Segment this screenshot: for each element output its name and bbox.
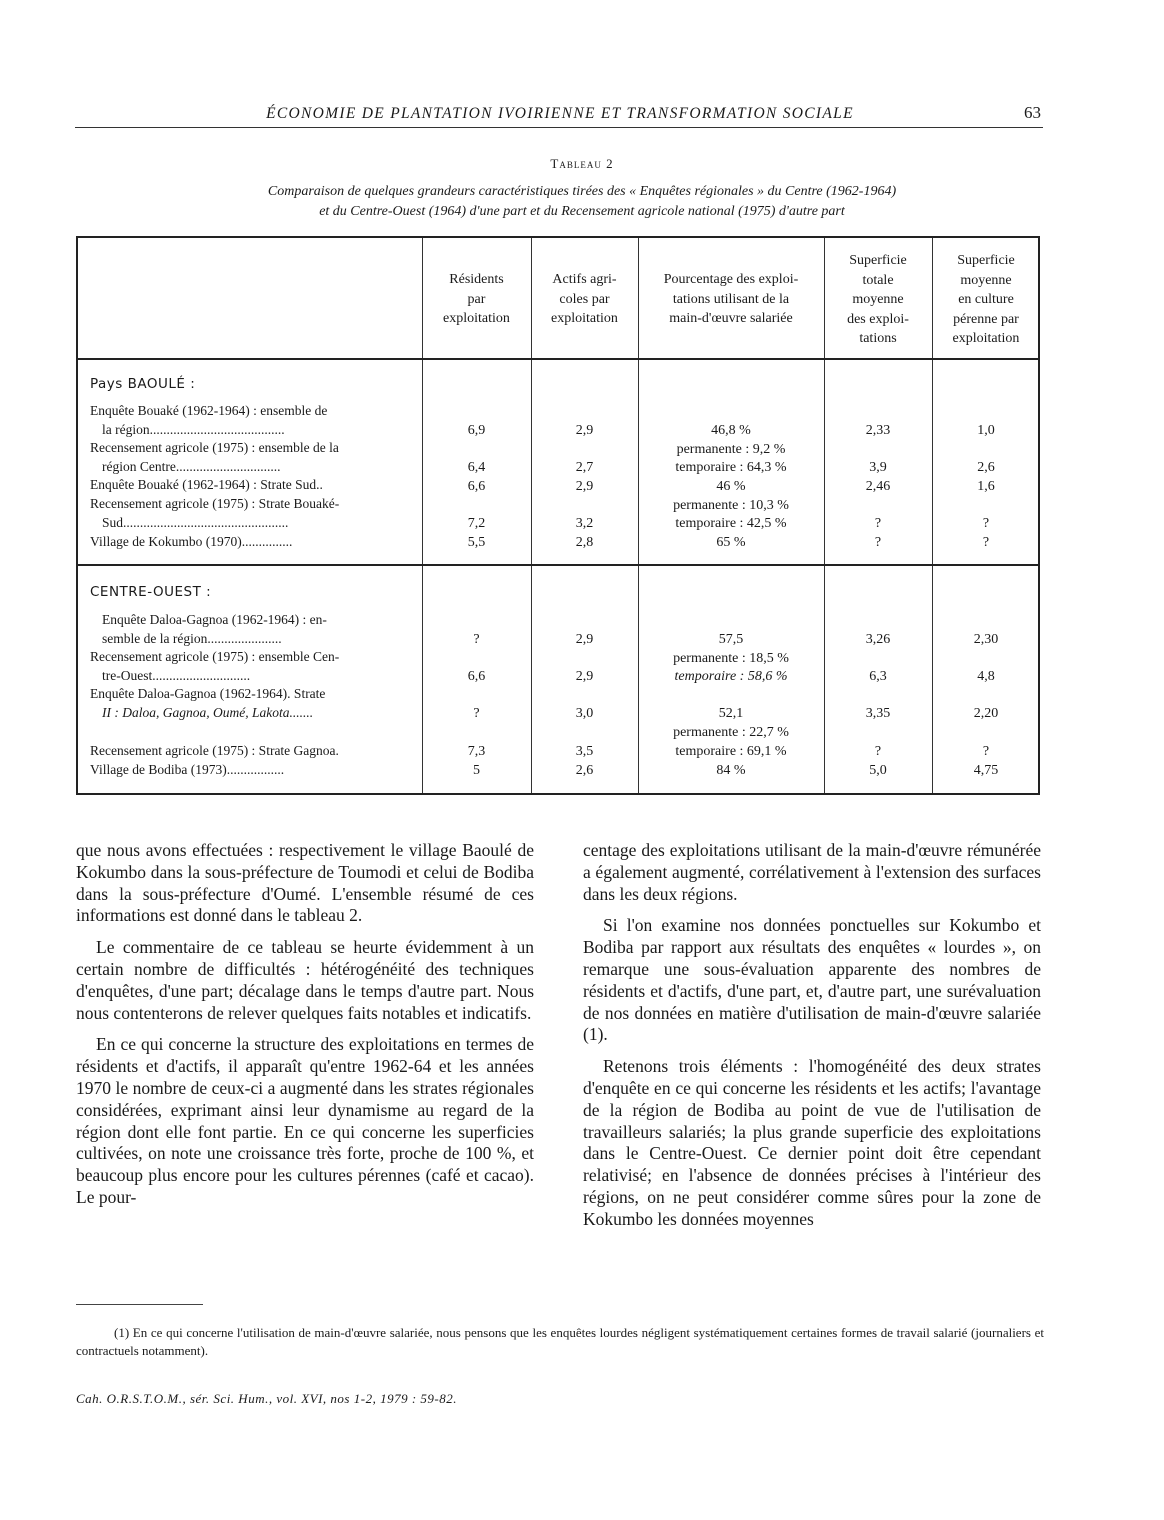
header-line: moyenne	[960, 272, 1012, 288]
row-label-line: Enquête Bouaké (1962-1964) : Strate Sud..	[90, 477, 323, 492]
paragraph: centage des exploitations utilisant de la main-d'œuvre rémunérée a également augmenté, corrélativement à l'extension des surfaces dans les deux régions.	[583, 840, 1041, 904]
column-header-residents	[422, 270, 531, 329]
cell-actifs: 2,6	[575, 763, 594, 778]
running-header	[75, 103, 1043, 128]
row-label	[90, 439, 420, 476]
cell-superficie-perenne: 4,75	[973, 763, 999, 778]
header-rule	[78, 358, 1038, 360]
body-column-left	[76, 840, 534, 1219]
cell-residents: 7,2	[467, 516, 486, 531]
cell-residents: ?	[473, 706, 480, 721]
cell-superficie-totale: 3,26	[865, 632, 891, 647]
cell-superficie-totale: ?	[874, 516, 882, 531]
row-label-line: Enquête Daloa-Gagnoa (1962-1964). Strate	[90, 686, 326, 701]
header-line: Superficie	[957, 253, 1015, 268]
row-label-line: Enquête Bouaké (1962-1964) : ensemble de	[90, 403, 328, 418]
header-line: totale	[862, 272, 894, 288]
paragraph: Retenons trois éléments : l'homogénéité des deux strates d'enquête en ce qui concerne les résidents et les actifs; l'avantage de la région de Bodiba au point de vue de l'utilisation de travailleurs salariés; la plus grande superficie des exploitations dans le Centre-Ouest. Ce dernier point doit être cependant relativisé; en l'absence de données précises à l'intérieur des régions, on ne peut considérer comme sûres pour la zone de Kokumbo les données moyennes	[583, 1056, 1041, 1229]
cell-residents: 5	[473, 763, 480, 778]
row-label-line: Sud.................................................	[102, 514, 289, 530]
header-line: exploitation	[443, 311, 510, 326]
row-label	[90, 402, 420, 439]
cell-actifs: 2,9	[575, 423, 594, 438]
header-line: tations	[859, 331, 897, 346]
row-label-line: Recensement agricole (1975) : ensemble de la	[90, 440, 339, 455]
cell-pourcentage: temporaire : 69,1 %	[675, 744, 787, 759]
header-line: main-d'œuvre salariée	[669, 311, 793, 326]
cell-superficie-totale: 3,9	[869, 460, 887, 475]
cell-superficie-totale: 6,3	[869, 669, 887, 684]
header-line: Actifs agri-	[552, 272, 617, 287]
row-label	[90, 611, 420, 648]
row-label-line: Enquête Daloa-Gagnoa (1962-1964) : en-	[102, 612, 327, 627]
column-header-pourcentage	[638, 270, 824, 329]
cell-superficie-totale: 3,35	[865, 706, 891, 721]
cell-superficie-perenne: 1,0	[977, 423, 995, 438]
cell-residents: 6,6	[467, 669, 486, 684]
cell-superficie-totale: ?	[874, 535, 882, 550]
row-label-line: région Centre...............................	[102, 458, 281, 474]
cell-actifs: 3,2	[575, 516, 594, 531]
header-line: exploitation	[551, 311, 618, 326]
cell-pourcentage: 46 %	[716, 479, 746, 494]
paragraph: que nous avons effectuées : respectivement le village Baoulé de Kokumbo dans la sous-préfecture de Toumodi et celui de Bodiba dans la sous-préfecture d'Oumé. L'ensemble résumé de ces informations est donné dans le tableau 2.	[76, 840, 534, 926]
cell-residents: ?	[473, 632, 480, 647]
cell-residents: 6,6	[467, 479, 486, 494]
cell-actifs: 2,9	[575, 669, 594, 684]
cell-pourcentage: 52,1	[718, 706, 744, 721]
section-title-baoule: Pays BAOULÉ :	[90, 376, 196, 392]
column-header-superficie-totale	[824, 251, 932, 349]
cell-superficie-totale: 2,33	[865, 423, 891, 438]
header-line: moyenne	[852, 292, 904, 307]
header-line: des exploi-	[847, 311, 909, 327]
body-column-right	[583, 840, 1041, 1241]
header-line: exploitation	[952, 331, 1020, 346]
table-label: Tableau 2	[550, 156, 614, 171]
footnote-rule	[76, 1304, 203, 1305]
cell-pourcentage: 84 %	[716, 763, 746, 778]
row-label	[90, 685, 420, 722]
cell-actifs: 3,5	[575, 744, 594, 759]
journal-citation: Cah. O.R.S.T.O.M., sér. Sci. Hum., vol. XVI, nos 1-2, 1979 : 59-82.	[76, 1391, 457, 1406]
row-label	[90, 495, 420, 532]
row-label	[90, 742, 420, 761]
cell-pourcentage: permanente : 22,7 %	[673, 725, 789, 740]
row-label-line: II : Daloa, Gagnoa, Oumé, Lakota.......	[102, 704, 314, 720]
column-header-actifs	[531, 270, 638, 329]
comparison-table	[76, 236, 1040, 795]
cell-pourcentage: temporaire : 58,6 %	[674, 669, 788, 684]
cell-superficie-perenne: 2,30	[973, 632, 999, 647]
cell-actifs: 3,0	[575, 706, 594, 721]
row-label-line: Village de Kokumbo (1970)...............	[90, 534, 293, 549]
cell-actifs: 2,9	[575, 479, 594, 494]
row-label-line: la région........................................	[102, 421, 285, 437]
section-rule	[78, 564, 1038, 566]
row-label	[90, 533, 420, 552]
row-label-line: Recensement agricole (1975) : ensemble Cen-	[90, 649, 340, 664]
table-caption	[100, 182, 1064, 222]
cell-residents: 6,9	[467, 423, 486, 438]
running-title: ÉCONOMIE DE PLANTATION IVOIRIENNE ET TRANSFORMATION SOCIALE	[266, 105, 854, 122]
section-title-centre-ouest: CENTRE-OUEST :	[90, 584, 212, 600]
header-line: Superficie	[849, 253, 907, 268]
cell-superficie-perenne: ?	[982, 744, 990, 759]
row-label	[90, 476, 420, 495]
table-caption-line-1: Comparaison de quelques grandeurs caractéristiques tirées des « Enquêtes régionales » du Centre (1962-1964)	[267, 184, 897, 199]
header-line: en culture	[958, 292, 1014, 307]
cell-pourcentage: permanente : 18,5 %	[673, 651, 789, 666]
row-label	[90, 761, 420, 780]
cell-superficie-perenne: 1,6	[977, 479, 995, 494]
cell-residents: 5,5	[467, 535, 486, 550]
cell-superficie-perenne: ?	[982, 535, 990, 550]
footnote: (1) En ce qui concerne l'utilisation de main-d'œuvre salariée, nous pensons que les enquêtes lourdes négligent systématiquement certaines formes de travail salarié (journaliers et contractuels notamment).	[76, 1325, 1044, 1358]
header-line: coles par	[559, 291, 610, 307]
row-label	[90, 648, 420, 685]
cell-pourcentage: 57,5	[718, 632, 744, 647]
paragraph: En ce qui concerne la structure des exploitations en termes de résidents et d'actifs, il apparaît qu'entre 1962-64 et les années 1970 le nombre de ceux-ci a augmenté dans les strates régionales considérées, exprimant ainsi leur dynamisme au regard de la région dont elle font partie. En ce qui concerne les superficies cultivées, on note une croissance très forte, proche de 100 %, et beaucoup plus encore pour les cultures pérennes (café et cacao). Le pour-	[76, 1034, 534, 1207]
header-line: par	[467, 291, 486, 307]
cell-superficie-perenne: ?	[982, 516, 990, 531]
cell-superficie-perenne: 2,6	[977, 460, 995, 475]
cell-pourcentage: permanente : 9,2 %	[676, 442, 786, 457]
table-caption-line-2: et du Centre-Ouest (1964) d'une part et du Recensement agricole national (1975) d'autre part	[319, 204, 845, 219]
cell-superficie-perenne: 2,20	[973, 706, 999, 721]
row-label-line: Recensement agricole (1975) : Strate Gagnoa.	[90, 743, 339, 758]
row-label-line: Recensement agricole (1975) : Strate Bouaké-	[90, 496, 340, 511]
cell-actifs: 2,7	[575, 460, 594, 475]
cell-actifs: 2,9	[575, 632, 594, 647]
column-header-superficie-perenne	[932, 251, 1040, 349]
cell-superficie-totale: 5,0	[869, 763, 887, 778]
cell-pourcentage: temporaire : 64,3 %	[675, 460, 787, 475]
cell-residents: 7,3	[467, 744, 486, 759]
cell-superficie-totale: ?	[874, 744, 882, 759]
header-line: Pourcentage des exploi-	[663, 272, 799, 287]
header-line: pérenne par	[953, 311, 1019, 327]
paragraph: Si l'on examine nos données ponctuelles sur Kokumbo et Bodiba par rapport aux résultats des enquêtes « lourdes », on remarque une sous-évaluation apparente des nombres de résidents et d'actifs, d'une part, et, d'autre part, une surévaluation de nos données en matière d'utilisation de main-d'œuvre salariée (1).	[583, 915, 1041, 1045]
paragraph: Le commentaire de ce tableau se heurte évidemment à un certain nombre de difficultés : hétérogénéité des techniques d'enquêtes, d'une part; décalage dans le temps d'autre part. Nous nous contenterons de relever quelques faits notables et indicatifs.	[76, 937, 534, 1023]
row-label-line: tre-Ouest.............................	[102, 667, 251, 683]
page-number: 63	[1024, 103, 1041, 122]
header-line: Résidents	[449, 272, 504, 287]
cell-superficie-perenne: 4,8	[977, 669, 995, 684]
cell-pourcentage: 46,8 %	[711, 423, 751, 438]
cell-pourcentage: 65 %	[716, 535, 746, 550]
header-line: tations utilisant de la	[672, 291, 790, 307]
row-label-line: semble de la région......................	[102, 630, 282, 646]
row-label-line: Village de Bodiba (1973).................	[90, 762, 285, 777]
cell-actifs: 2,8	[575, 535, 594, 550]
cell-residents: 6,4	[467, 460, 486, 475]
cell-pourcentage: temporaire : 42,5 %	[675, 516, 787, 531]
cell-pourcentage: permanente : 10,3 %	[673, 498, 789, 513]
cell-superficie-totale: 2,46	[865, 479, 891, 494]
